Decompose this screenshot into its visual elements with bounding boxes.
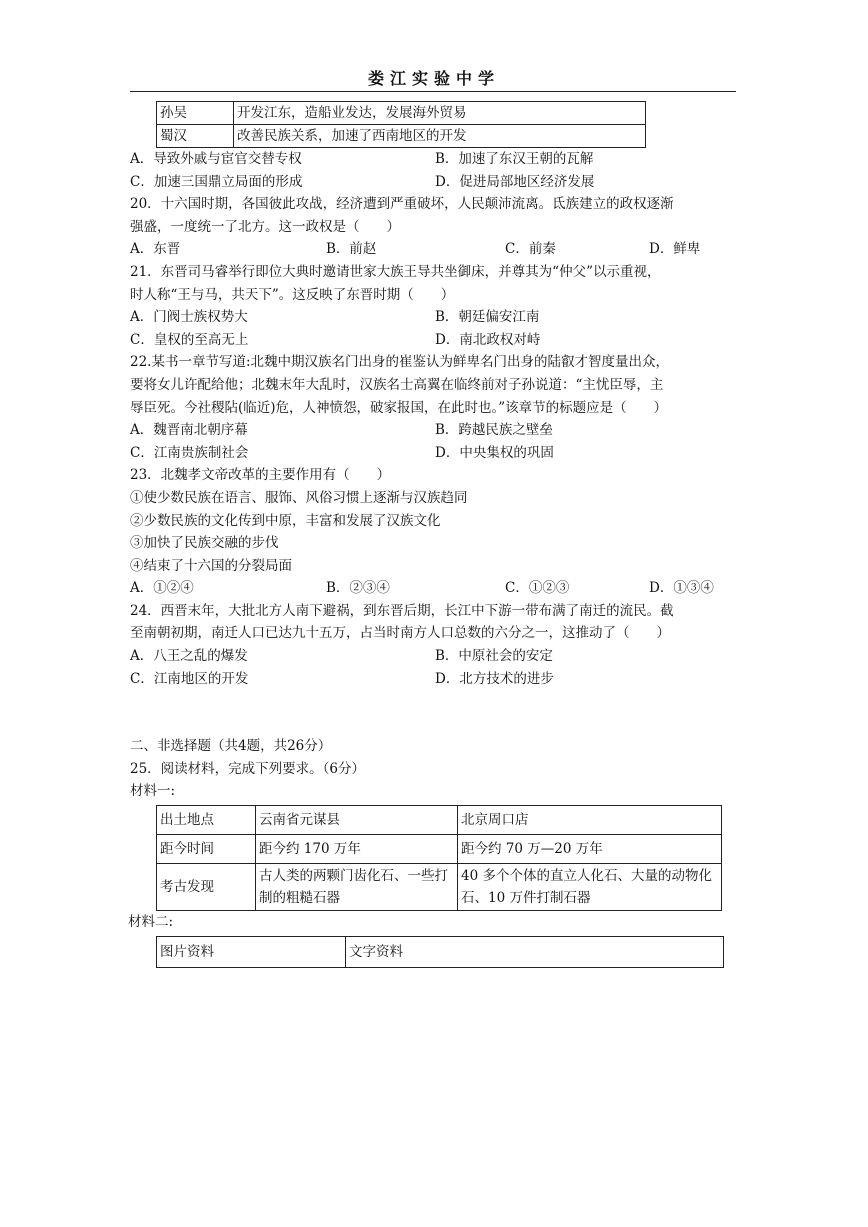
table-cell: 孙吴 — [157, 102, 234, 125]
option-d: D．鲜卑 — [649, 241, 701, 258]
option-b: B．加速了东汉王朝的瓦解 — [435, 151, 594, 167]
table-row — [157, 864, 722, 911]
option-c: C．前秦 — [505, 241, 556, 258]
header-rule — [130, 91, 736, 92]
table-cell: 云南省元谋县 — [256, 806, 458, 835]
q24-options — [130, 668, 740, 691]
table-row — [157, 835, 722, 864]
option-c: C．加速三国鼎立局面的形成 — [130, 173, 303, 190]
option-c: C．皇权的至高无上 — [130, 331, 249, 348]
question-24-text: 至南朝初期，南迁人口已达九十五万，占当时南方人口总数的六分之一，这推动了（ ） — [130, 625, 670, 642]
material-2-label: 材料二: — [128, 914, 174, 931]
option-d: D．南北政权对峙 — [435, 331, 541, 348]
section-title: 二、非选择题（共4题，共26分） — [130, 738, 332, 755]
q22-options — [130, 442, 740, 465]
table-cell: 蜀汉 — [157, 125, 234, 148]
option-d: D．中央集权的巩固 — [435, 444, 554, 461]
q21-options — [130, 306, 740, 329]
table-row — [157, 806, 722, 835]
page-header: 娄江实验中学 — [367, 69, 500, 88]
table-row — [157, 125, 646, 148]
table-cell: 文字资料 — [346, 936, 724, 967]
material-2-table — [156, 936, 724, 968]
table-cell: 改善民族关系，加速了西南地区的开发 — [234, 125, 646, 148]
option-c: C．①②③ — [505, 580, 570, 597]
table-cell: 古人类的两颗门齿化石、一些打制的粗糙石器 — [256, 864, 458, 911]
question-22-text: 要将女儿许配给他；北魏末年大乱时，汉族名士高翼在临终前对子孙说道：“主忧臣辱，主 — [130, 376, 664, 393]
option-b: B．前赵 — [326, 241, 377, 258]
option-c: C．江南地区的开发 — [130, 670, 249, 687]
question-20-text: 20．十六国时期，各国彼此攻战，经济遭到严重破坏，人民颠沛流离。氐族建立的政权逐渐 — [130, 196, 674, 213]
table-cell: 开发江东，造船业发达，发展海外贸易 — [234, 102, 646, 125]
option-d: D．促进局部地区经济发展 — [435, 173, 595, 190]
statement-2: ②少数民族的文化传到中原，丰富和发展了汉族文化 — [130, 512, 441, 529]
table-cell: 距今约 170 万年 — [256, 835, 458, 864]
option-a: A．①②④ — [130, 580, 194, 597]
question-20-text: 强盛，一度统一了北方。这一政权是（ ） — [130, 218, 400, 235]
table-cell: 距今约 70 万—20 万年 — [458, 835, 722, 864]
table-row — [157, 102, 646, 125]
question-22-text: 22.某书一章节写道:北魏中期汉族名门出身的崔鉴认为鲜卑名门出身的陆叡才智度量出众， — [130, 354, 670, 371]
q23-options — [130, 577, 740, 600]
archaeology-table — [156, 805, 722, 911]
statement-1: ①使少数民族在语言、服饰、风俗习惯上逐渐与汉族趋同 — [130, 489, 468, 506]
spacer — [130, 690, 740, 735]
option-b: B．跨越民族之壁垒 — [435, 422, 553, 439]
table-cell: 图片资料 — [157, 936, 346, 967]
statement-4: ④结束了十六国的分裂局面 — [130, 557, 292, 574]
q20-options — [130, 238, 740, 261]
question-24-text: 24．西晋末年，大批北方人南下避祸，到东晋后期，长江中下游一带布满了南迁的流民。截 — [130, 602, 674, 619]
table-row — [157, 936, 724, 967]
option-c: C．江南贵族制社会 — [130, 444, 249, 461]
table-cell: 距今时间 — [157, 835, 256, 864]
option-d: D．①③④ — [649, 580, 714, 597]
question-21-text: 时人称“王与马，共天下”。这反映了东晋时期（ ） — [130, 286, 455, 303]
comparison-table — [156, 101, 646, 148]
table-cell: 出土地点 — [157, 806, 256, 835]
q22-options — [130, 419, 740, 442]
question-21-text: 21．东晋司马睿举行即位大典时邀请世家大族王导共坐御床，并尊其为“仲父”以示重视， — [130, 263, 661, 280]
option-b: B．②③④ — [326, 580, 390, 597]
material-1-label: 材料一: — [130, 783, 176, 800]
statement-3: ③加快了民族交融的步伐 — [130, 535, 279, 552]
q24-options — [130, 645, 740, 668]
option-b: B．朝廷偏安江南 — [435, 309, 540, 326]
option-a: A．门阀士族权势大 — [130, 309, 248, 326]
option-b: B．中原社会的安定 — [435, 648, 553, 665]
option-d: D．北方技术的进步 — [435, 670, 554, 687]
question-23-text: 23．北魏孝文帝改革的主要作用有（ ） — [130, 467, 391, 484]
table-cell: 40 多个个体的直立人化石、大量的动物化石、10 万件打制石器 — [458, 864, 722, 911]
q19-options — [130, 148, 740, 171]
exam-content — [130, 101, 740, 968]
option-a: A．东晋 — [130, 241, 181, 258]
table-cell: 北京周口店 — [458, 806, 722, 835]
option-a: A．八王之乱的爆发 — [130, 648, 248, 665]
q19-options — [130, 171, 740, 194]
question-25-text: 25．阅读材料，完成下列要求。（6分） — [130, 760, 366, 777]
q21-options — [130, 329, 740, 352]
option-a: A．魏晋南北朝序幕 — [130, 422, 248, 439]
table-cell: 考古发现 — [157, 864, 256, 911]
question-22-text: 辱臣死。今社稷阽(临近)危，人神愤怨，破家报国，在此时也。”该章节的标题应是（ ） — [130, 399, 668, 416]
option-a: A．导致外戚与宦官交替专权 — [130, 151, 302, 167]
